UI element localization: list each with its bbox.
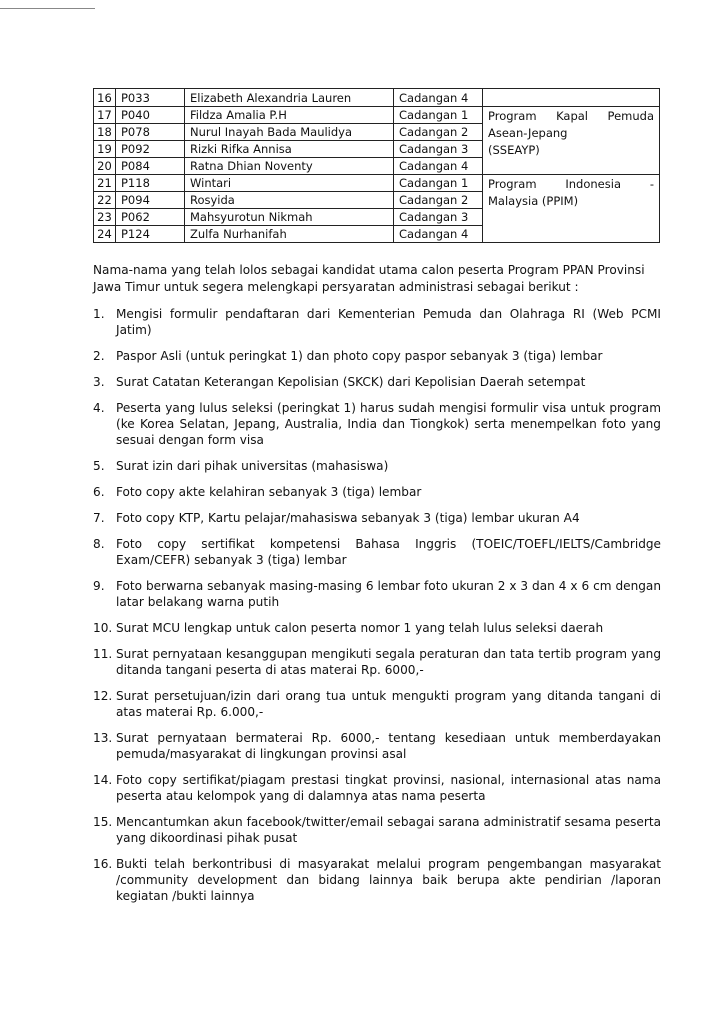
row-number: 21 <box>94 175 116 192</box>
item-number: 16. <box>93 857 113 871</box>
item-text: Surat Catatan Keterangan Kepolisian (SKCK) dari Kepolisian Daerah setempat <box>116 375 586 389</box>
participant-code: P084 <box>116 158 185 175</box>
participant-name: Ratna Dhian Noventy <box>185 158 394 175</box>
participant-status: Cadangan 3 <box>394 209 483 226</box>
program-line: Asean-Jepang <box>488 126 568 140</box>
item-text: Mengisi formulir pendaftaran dari Kementerian Pemuda dan Olahraga RI (Web PCMI Jatim) <box>116 307 661 337</box>
participant-status: Cadangan 1 <box>394 175 483 192</box>
participant-code: P094 <box>116 192 185 209</box>
participant-name: Nurul Inayah Bada Maulidya <box>185 124 394 141</box>
participant-status: Cadangan 2 <box>394 124 483 141</box>
item-text: Peserta yang lulus seleksi (peringkat 1) harus sudah mengisi formulir visa untuk program (ke Korea Selatan, Jepang, Australia, India dan Tiongkok) serta menempelkan foto yang sesuai dengan form visa <box>116 401 661 447</box>
row-number: 23 <box>94 209 116 226</box>
participant-status: Cadangan 4 <box>394 89 483 107</box>
program-line: Program Kapal Pemuda <box>488 109 654 123</box>
participant-code: P033 <box>116 89 185 107</box>
participant-name: Elizabeth Alexandria Lauren <box>185 89 394 107</box>
participant-code: P040 <box>116 107 185 124</box>
item-number: 8. <box>93 537 105 551</box>
item-number: 10. <box>93 621 113 635</box>
row-number: 19 <box>94 141 116 158</box>
participant-code: P062 <box>116 209 185 226</box>
row-number: 17 <box>94 107 116 124</box>
item-number: 9. <box>93 579 105 593</box>
item-text: Foto copy akte kelahiran sebanyak 3 (tiga) lembar <box>116 485 422 499</box>
list-item <box>93 348 661 364</box>
participant-status: Cadangan 3 <box>394 141 483 158</box>
participant-name: Fildza Amalia P.H <box>185 107 394 124</box>
item-number: 2. <box>93 349 105 363</box>
participant-name: Rosyida <box>185 192 394 209</box>
item-number: 1. <box>93 307 105 321</box>
list-item <box>93 458 661 474</box>
list-item <box>93 772 661 804</box>
table-row <box>94 107 660 124</box>
program-cell-ppim <box>483 175 660 243</box>
item-number: 5. <box>93 459 105 473</box>
intro-paragraph: Nama-nama yang telah lolos sebagai kandidat utama calon peserta Program PPAN Provinsi Jawa Timur untuk segera melengkapi persyaratan administrasi sebagai berikut : <box>93 263 645 294</box>
program-line: (SSEAYP) <box>488 143 540 157</box>
row-number: 24 <box>94 226 116 243</box>
item-text: Surat persetujuan/izin dari orang tua untuk mengukti program yang ditanda tangani di atas materai Rp. 6.000,- <box>116 689 661 719</box>
table-row <box>94 89 660 107</box>
participant-code: P124 <box>116 226 185 243</box>
item-text: Foto berwarna sebanyak masing-masing 6 lembar foto ukuran 2 x 3 dan 4 x 6 cm dengan latar belakang warna putih <box>116 579 661 609</box>
list-item <box>93 510 661 526</box>
row-number: 16 <box>94 89 116 107</box>
list-item <box>93 688 661 720</box>
item-number: 11. <box>93 647 113 661</box>
candidate-table <box>93 88 660 243</box>
participant-name: Wintari <box>185 175 394 192</box>
item-text: Foto copy sertifikat kompetensi Bahasa Inggris (TOEIC/TOEFL/IELTS/Cambridge Exam/CEFR) sebanyak 3 (tiga) lembar <box>116 537 661 567</box>
participant-status: Cadangan 1 <box>394 107 483 124</box>
participant-name: Rizki Rifka Annisa <box>185 141 394 158</box>
program-line: Malaysia (PPIM) <box>488 194 579 208</box>
item-number: 4. <box>93 401 105 415</box>
list-item <box>93 536 661 568</box>
list-item <box>93 856 661 904</box>
participant-status: Cadangan 4 <box>394 158 483 175</box>
row-number: 18 <box>94 124 116 141</box>
item-text: Paspor Asli (untuk peringkat 1) dan photo copy paspor sebanyak 3 (tiga) lembar <box>116 349 603 363</box>
list-item <box>93 306 661 338</box>
list-item <box>93 578 661 610</box>
list-item <box>93 484 661 500</box>
participant-name: Mahsyurotun Nikmah <box>185 209 394 226</box>
item-number: 14. <box>93 773 113 787</box>
item-text: Foto copy sertifikat/piagam prestasi tingkat provinsi, nasional, internasional atas nama peserta atau kelompok yang di dalamnya atas nama peserta <box>116 773 661 803</box>
program-cell-sseayp <box>483 107 660 175</box>
program-line: Program Indonesia - <box>488 177 654 191</box>
item-number: 15. <box>93 815 113 829</box>
item-number: 6. <box>93 485 105 499</box>
item-number: 13. <box>93 731 113 745</box>
scan-edge-line <box>0 8 95 9</box>
item-text: Surat izin dari pihak universitas (mahasiswa) <box>116 459 389 473</box>
participant-name: Zulfa Nurhanifah <box>185 226 394 243</box>
list-item <box>93 730 661 762</box>
item-text: Surat MCU lengkap untuk calon peserta nomor 1 yang telah lulus seleksi daerah <box>116 621 604 635</box>
list-item <box>93 400 661 448</box>
item-text: Surat pernyataan bermaterai Rp. 6000,- tentang kesediaan untuk memberdayakan pemuda/masyarakat di lingkungan provinsi asal <box>116 731 661 761</box>
item-text: Bukti telah berkontribusi di masyarakat melalui program pengembangan masyarakat /community development dan bidang lainnya baik berupa akte pendirian /laporan kegiatan /bukti lainnya <box>116 857 661 903</box>
document-page <box>93 88 663 914</box>
requirements-list <box>93 306 663 904</box>
program-cell-empty <box>483 89 660 107</box>
participant-code: P118 <box>116 175 185 192</box>
item-text: Mencantumkan akun facebook/twitter/email sebagai sarana administratif sesama peserta yang dikoordinasi pihak pusat <box>116 815 661 845</box>
participant-code: P092 <box>116 141 185 158</box>
item-number: 3. <box>93 375 105 389</box>
list-item <box>93 620 661 636</box>
participant-status: Cadangan 2 <box>394 192 483 209</box>
row-number: 22 <box>94 192 116 209</box>
item-text: Surat pernyataan kesanggupan mengikuti segala peraturan dan tata tertib program yang ditanda tangani peserta di atas materai Rp. 6000,- <box>116 647 661 677</box>
list-item <box>93 814 661 846</box>
participant-status: Cadangan 4 <box>394 226 483 243</box>
row-number: 20 <box>94 158 116 175</box>
list-item <box>93 646 661 678</box>
participant-code: P078 <box>116 124 185 141</box>
item-number: 12. <box>93 689 113 703</box>
item-number: 7. <box>93 511 105 525</box>
table-row <box>94 175 660 192</box>
item-text: Foto copy KTP, Kartu pelajar/mahasiswa sebanyak 3 (tiga) lembar ukuran A4 <box>116 511 580 525</box>
list-item <box>93 374 661 390</box>
